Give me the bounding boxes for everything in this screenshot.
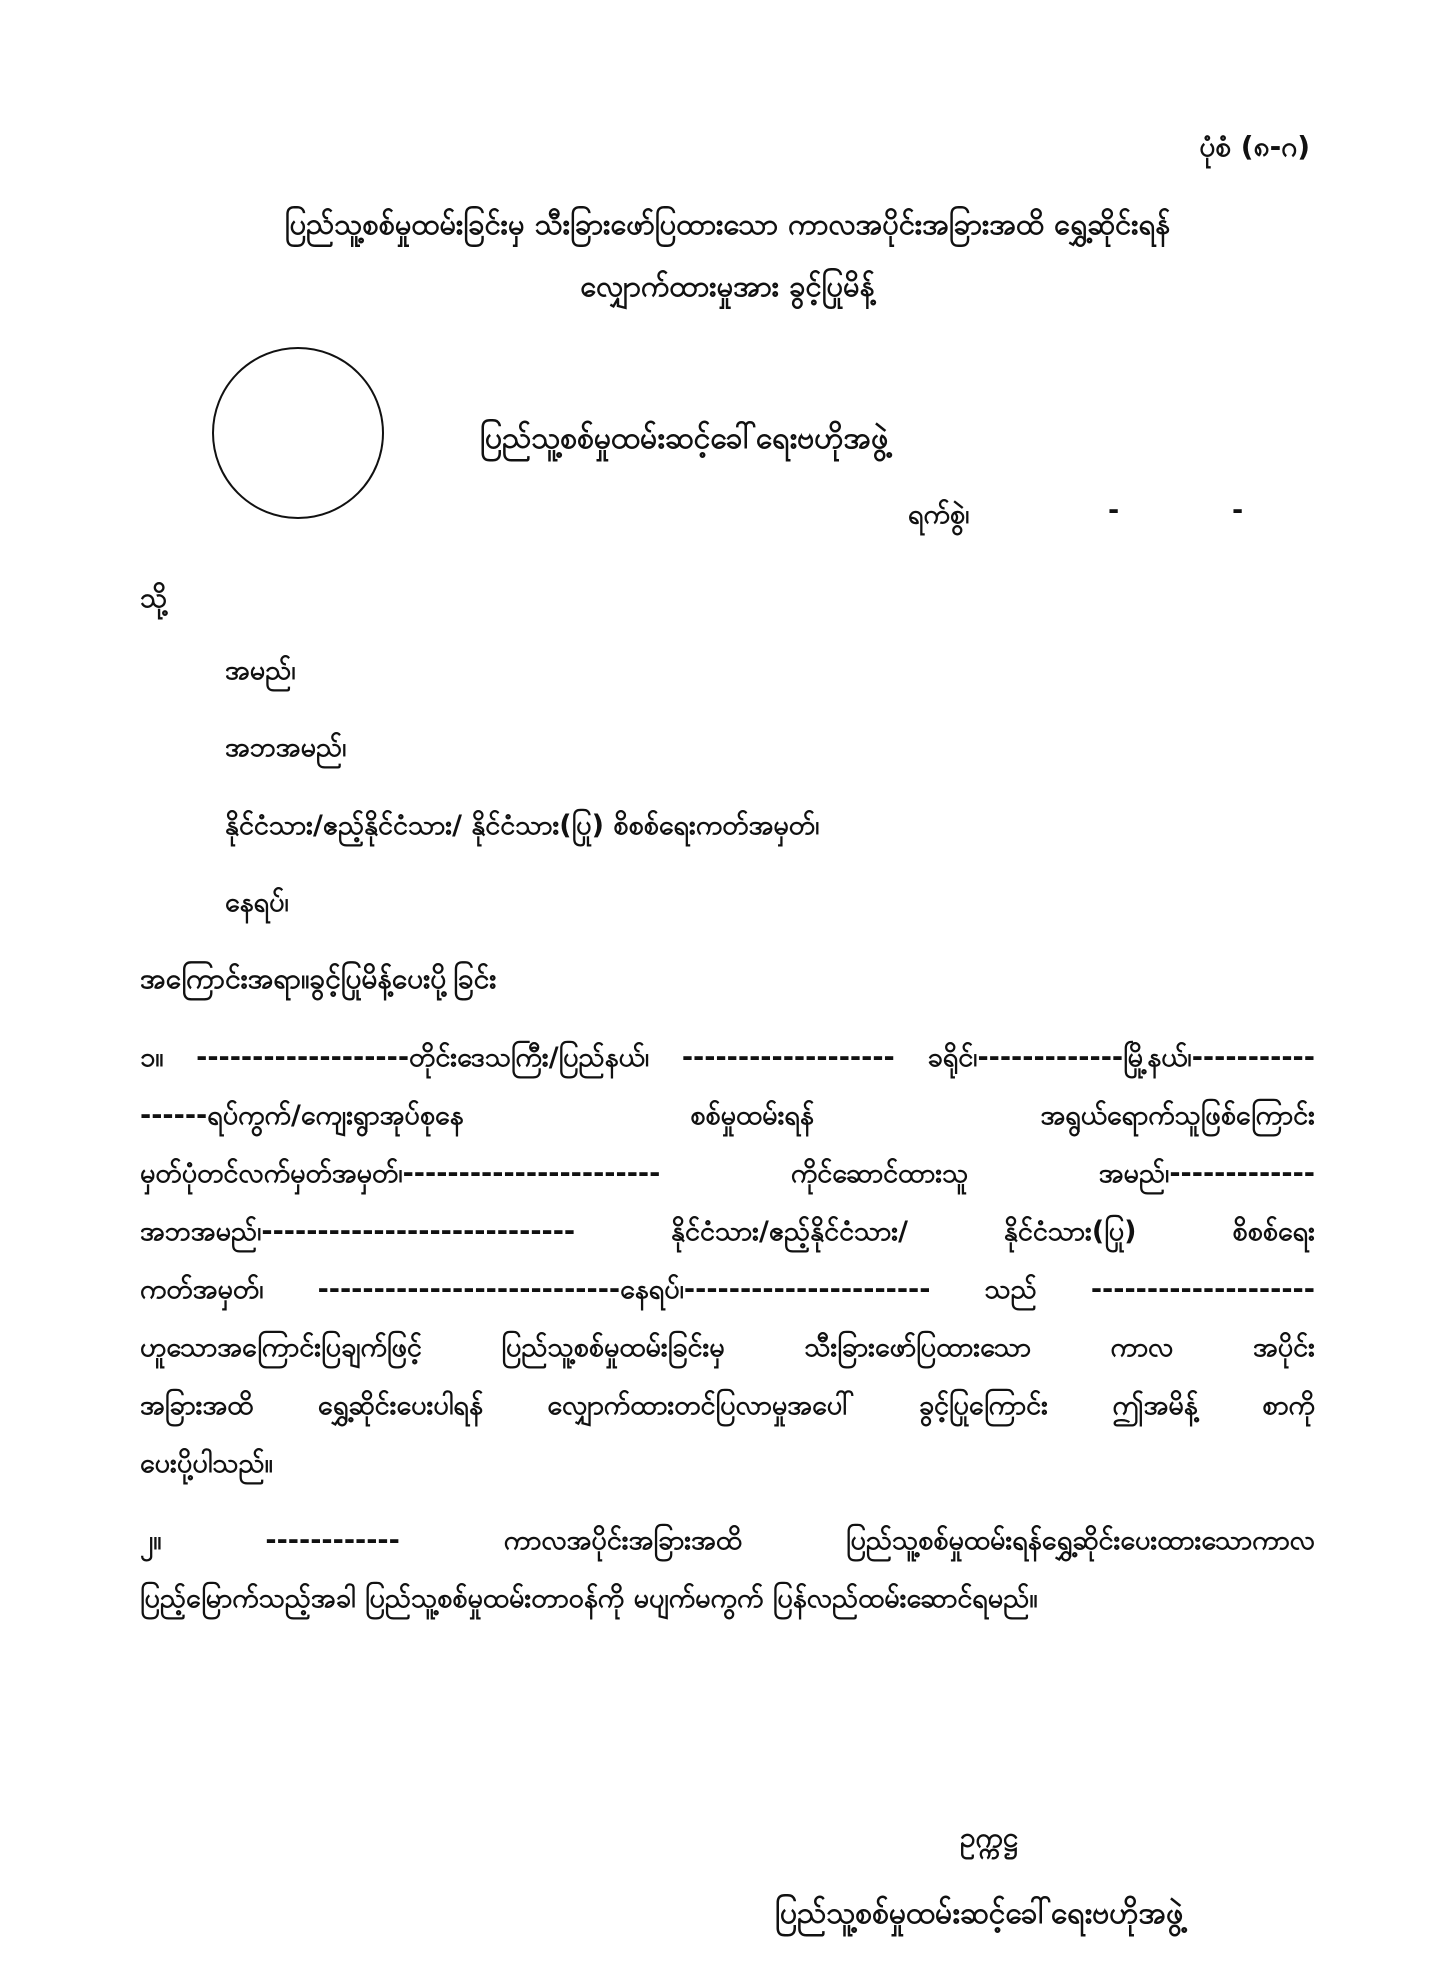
- paragraph-word: အပိုင်း: [1252, 1332, 1315, 1363]
- paragraph-line: [140, 1319, 1315, 1377]
- paragraph-line: [140, 1203, 1315, 1261]
- paragraph-word: ပြည်သူ့စစ်မှုထမ်းခြင်းမှ: [501, 1332, 725, 1363]
- paragraph-line: [140, 1029, 1315, 1087]
- paragraph-number: ၂။: [140, 1525, 162, 1556]
- document-title-line1: ပြည်သူ့စစ်မှုထမ်းခြင်းမှ သီးခြားဖော်ပြထားသော ကာလအပိုင်းအခြားအထိ ရွှေ့ဆိုင်းရန်: [284, 207, 1171, 241]
- signatory-office: ပြည်သူ့စစ်မှုထမ်းဆင့်ခေါ်ရေးဗဟိုအဖွဲ့: [775, 1896, 1184, 1931]
- paragraph-word: ------------: [265, 1525, 400, 1556]
- paragraph-word: ကာလ: [1110, 1332, 1174, 1363]
- address-field-label: နေရပ်၊: [225, 887, 289, 918]
- paragraph-word: မှတ်ပုံတင်လက်မှတ်အမှတ်၊-----------------------: [140, 1158, 661, 1189]
- paragraph-word: စစ်မှုထမ်းရန်: [690, 1100, 814, 1131]
- paragraph-word: ဟူသောအကြောင်းပြချက်ဖြင့်: [140, 1332, 422, 1363]
- paragraph-line: [140, 1087, 1315, 1145]
- paragraph-word: အဘအမည်၊----------------------------: [140, 1216, 576, 1247]
- seal-circle: [212, 347, 384, 519]
- paragraph-number: ၁။: [140, 1042, 164, 1073]
- paragraph-word: ---------------------------နေရပ်၊----------------------: [317, 1274, 931, 1305]
- paragraph-word: နိုင်ငံသား/ဧည့်နိုင်ငံသား/: [671, 1216, 908, 1247]
- subject-line: အကြောင်းအရာ။ခွင့်ပြုမိန့်ပေးပို့ခြင်း: [140, 962, 497, 995]
- paragraph-word: --------------------: [1090, 1274, 1315, 1305]
- paragraph-word: သီးခြားဖော်ပြထားသော: [804, 1332, 1031, 1363]
- paragraph-word: ကတ်အမှတ်၊: [140, 1274, 264, 1305]
- paragraph-line: [140, 1570, 1315, 1628]
- issuing-office: ပြည်သူ့စစ်မှုထမ်းဆင့်ခေါ်ရေးဗဟိုအဖွဲ့: [480, 421, 889, 456]
- paragraph-word: ခွင့်ပြုကြောင်း: [918, 1390, 1048, 1421]
- date-label: ရက်စွဲ၊: [908, 499, 970, 530]
- date-separator: -: [1108, 495, 1120, 526]
- paragraph-1: [140, 1029, 1315, 1493]
- name-field-label: အမည်၊: [225, 655, 296, 686]
- to-label: သို့: [140, 581, 168, 614]
- form-number: ပုံစံ (၈-ဂ): [1199, 130, 1310, 163]
- paragraph-word: -------------------တိုင်းဒေသကြီး/ပြည်နယ်၊: [196, 1042, 650, 1073]
- paragraph-2: [140, 1512, 1315, 1628]
- paragraph-line: [140, 1435, 1315, 1493]
- paragraph-word: ပြည့်မြောက်သည့်အခါ ပြည်သူ့စစ်မှုထမ်းတာဝန်ကို မပျက်မကွက် ပြန်လည်ထမ်းဆောင်ရမည်။: [140, 1583, 1038, 1614]
- paragraph-line: [140, 1145, 1315, 1203]
- paragraph-line: [140, 1261, 1315, 1319]
- paragraph-word: လျှောက်ထားတင်ပြလာမှုအပေါ်: [547, 1390, 855, 1421]
- paragraph-word: ဤအမိန့်: [1112, 1390, 1198, 1421]
- paragraph-word: သည်: [984, 1274, 1037, 1305]
- paragraph-word: နိုင်ငံသား(ပြု): [1003, 1216, 1137, 1247]
- paragraph-word: စာကို: [1262, 1390, 1315, 1421]
- paragraph-word: စိစစ်ရေး: [1232, 1216, 1315, 1247]
- paragraph-word: အရွယ်ရောက်သူဖြစ်ကြောင်း: [1040, 1100, 1315, 1131]
- document-title-line2: လျှောက်ထားမှုအား ခွင့်ပြုမိန့်: [580, 269, 875, 303]
- paragraph-word: ကိုင်ဆောင်ထားသူ: [790, 1158, 969, 1189]
- father-name-field-label: အဘအမည်၊: [225, 732, 347, 763]
- paragraph-word: ကာလအပိုင်းအခြားအထိ: [503, 1525, 742, 1556]
- paragraph-word: ရွှေ့ဆိုင်းပေးပါရန်: [317, 1390, 483, 1421]
- paragraph-word: -------------------: [681, 1042, 895, 1073]
- date-separator: -: [1232, 495, 1244, 526]
- paragraph-word: အမည်၊-------------: [1098, 1158, 1315, 1189]
- paragraph-line: [140, 1512, 1315, 1570]
- paragraph-line: [140, 1377, 1315, 1435]
- paragraph-word: ပေးပို့ပါသည်။: [140, 1448, 273, 1479]
- paragraph-word: အခြားအထိ: [140, 1390, 254, 1421]
- id-card-field-label: နိုင်ငံသား/ဧည့်နိုင်ငံသား/ နိုင်ငံသား(ပြု) စိစစ်ရေးကတ်အမှတ်၊: [225, 810, 820, 841]
- paragraph-word: ------ရပ်ကွက်/ကျေးရွာအုပ်စုနေ: [140, 1100, 464, 1131]
- paragraph-word: ခရိုင်၊-------------မြို့နယ်၊-----------: [927, 1042, 1315, 1073]
- signatory-title: ဥက္ကဋ္ဌ: [960, 1821, 1019, 1854]
- paragraph-word: ပြည်သူ့စစ်မှုထမ်းရန်ရွှေ့ဆိုင်းပေးထားသောကာလ: [845, 1525, 1315, 1556]
